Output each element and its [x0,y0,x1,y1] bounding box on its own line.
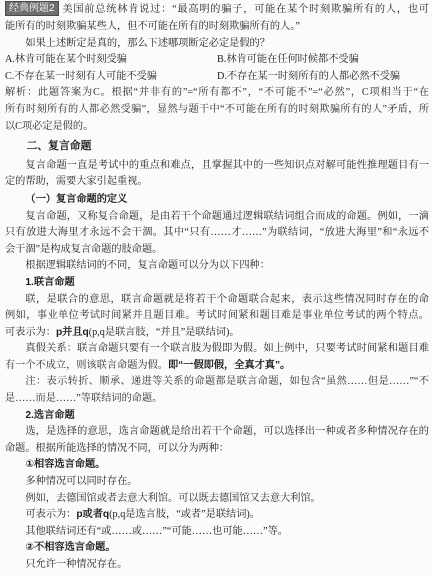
conjunctive-line-2: 例如，事业单位考试时间紧并且题目难。考试时间紧和题目难是事业单位考试的两个特点。 [5,310,429,322]
options-row-1 [5,52,429,69]
conjunctive-title: 1.联言命题 [25,276,75,288]
section-intro-line-2: 定的帮助，需要大家引起重视。 [5,176,148,188]
option-a: A.林肯可能在某个时刻受骗 [5,54,127,66]
compatible-line-2: 例如，去德国馆或者去意大利馆。可以既去德国馆又去意大利馆。 [25,492,321,504]
analysis-line-1: 解析：此题答案为C。根据“并非有的”=“所有都不”，“不可能不”=“必然”，C项相当于“在 [5,87,429,99]
example-label-badge: 经典例题2 [5,1,59,16]
types-intro: 根据逻辑联结词的不同，复言命题可以分为以下四种： [25,260,270,272]
definition-title: （一）复言命题的定义 [25,193,128,205]
option-b: B.林肯可能在任何时候都不受骗 [217,54,359,66]
analysis-line-2: 所有时刻所有的人都必然受骗”，显然与题干中“不可能在所有的时刻欺骗所有的人”矛盾，所 [5,103,429,115]
definition-line-2: 只有放进大海里才永远不会干涸。其中“只有……才……”为联结词，“放进大海里”和“永远不 [5,227,429,239]
disjunctive-line-1: 选，是选择的意思，选言命题就是给出若干个命题，可以选择出一种或者多种情况存在的 [25,426,429,438]
option-c: C.不存在某一时刻有人可能不受骗 [5,70,157,82]
section-title: 二、复言命题 [26,140,92,153]
formula-suffix: (p,q是联言肢，“并且”是联结词)。 [88,326,240,338]
disjunctive-title: 2.选言命题 [25,409,75,421]
compatible-formula-prefix: 可表示为： [25,509,77,521]
option-d: D.不存在某一时刻所有的人都必然不受骗 [217,70,401,82]
incompatible-line-1: 只允许一种情况存在。 [25,559,128,570]
truth-rule: 即“一假即假，全真才真”。 [168,359,291,371]
truth-line-1: 真假关系：联言命题只要有一个联言肢为假即为假。如上例中，只要考试时间紧和题目难 [25,343,429,355]
compatible-formula-expression: p或者q [76,509,110,521]
compatible-title: ①相容选言命题。 [25,459,106,471]
definition-line-3: 会干涸”是构成复言命题的肢命题。 [5,243,163,255]
compatible-formula-suffix: (p,q是选言肢，“或者”是联结词)。 [109,509,260,521]
page-content [5,1,429,574]
note-line-1: 注：表示转折、顺承、递进等关系的命题都是联言命题，如包含“虽然……但是……”“不 [25,376,429,388]
example-stem-line-2: 能所有的时刻欺骗某些人，但不可能在所有的时刻欺骗所有的人。” [5,21,300,32]
example-stem-line-1 [5,1,429,19]
compatible-line-1: 多种情况可以同时存在。 [25,476,138,488]
formula-prefix: 可表示为： [5,326,56,338]
compatible-other: 其他联结词还有“或……或……”“可能……也可能……”等。 [25,525,288,537]
truth-line-2-text: 有一个不成立，则该联言命题为假。 [5,359,168,371]
note-line-2: 是……而是……”等联结词的命题。 [5,393,163,405]
section-intro-line-1: 复言命题一直是考试中的重点和难点，且掌握其中的一些知识点对解可能性推理题目有一 [25,159,429,171]
conjunctive-line-1: 联，是联合的意思，联言命题就是将若干个命题联合起来，表示这些情况同时存在的命 [25,293,429,305]
analysis-line-3: 以C项必定是假的。 [5,120,94,132]
incompatible-title: ②不相容选言命题。 [25,542,116,554]
definition-line-1: 复言命题，又称复合命题，是由若干个命题通过逻辑联结词组合而成的命题。例如，一滴 [25,210,429,222]
example-question: 如果上述断定是真的，那么下述哪项断定必定是假的？ [25,37,270,49]
options-row-2 [5,69,429,86]
disjunctive-line-2: 命题。根据所能选择的情况不同，可以分为两种： [5,442,230,454]
formula-expression: p并且q [55,326,89,338]
conjunctive-formula [5,325,429,342]
example-stem-text: 美国前总统林肯说过：“最高明的骗子，可能在某个时刻欺骗所有的人，也可 [61,4,429,15]
truth-line-2 [5,358,429,375]
compatible-formula [5,507,429,524]
